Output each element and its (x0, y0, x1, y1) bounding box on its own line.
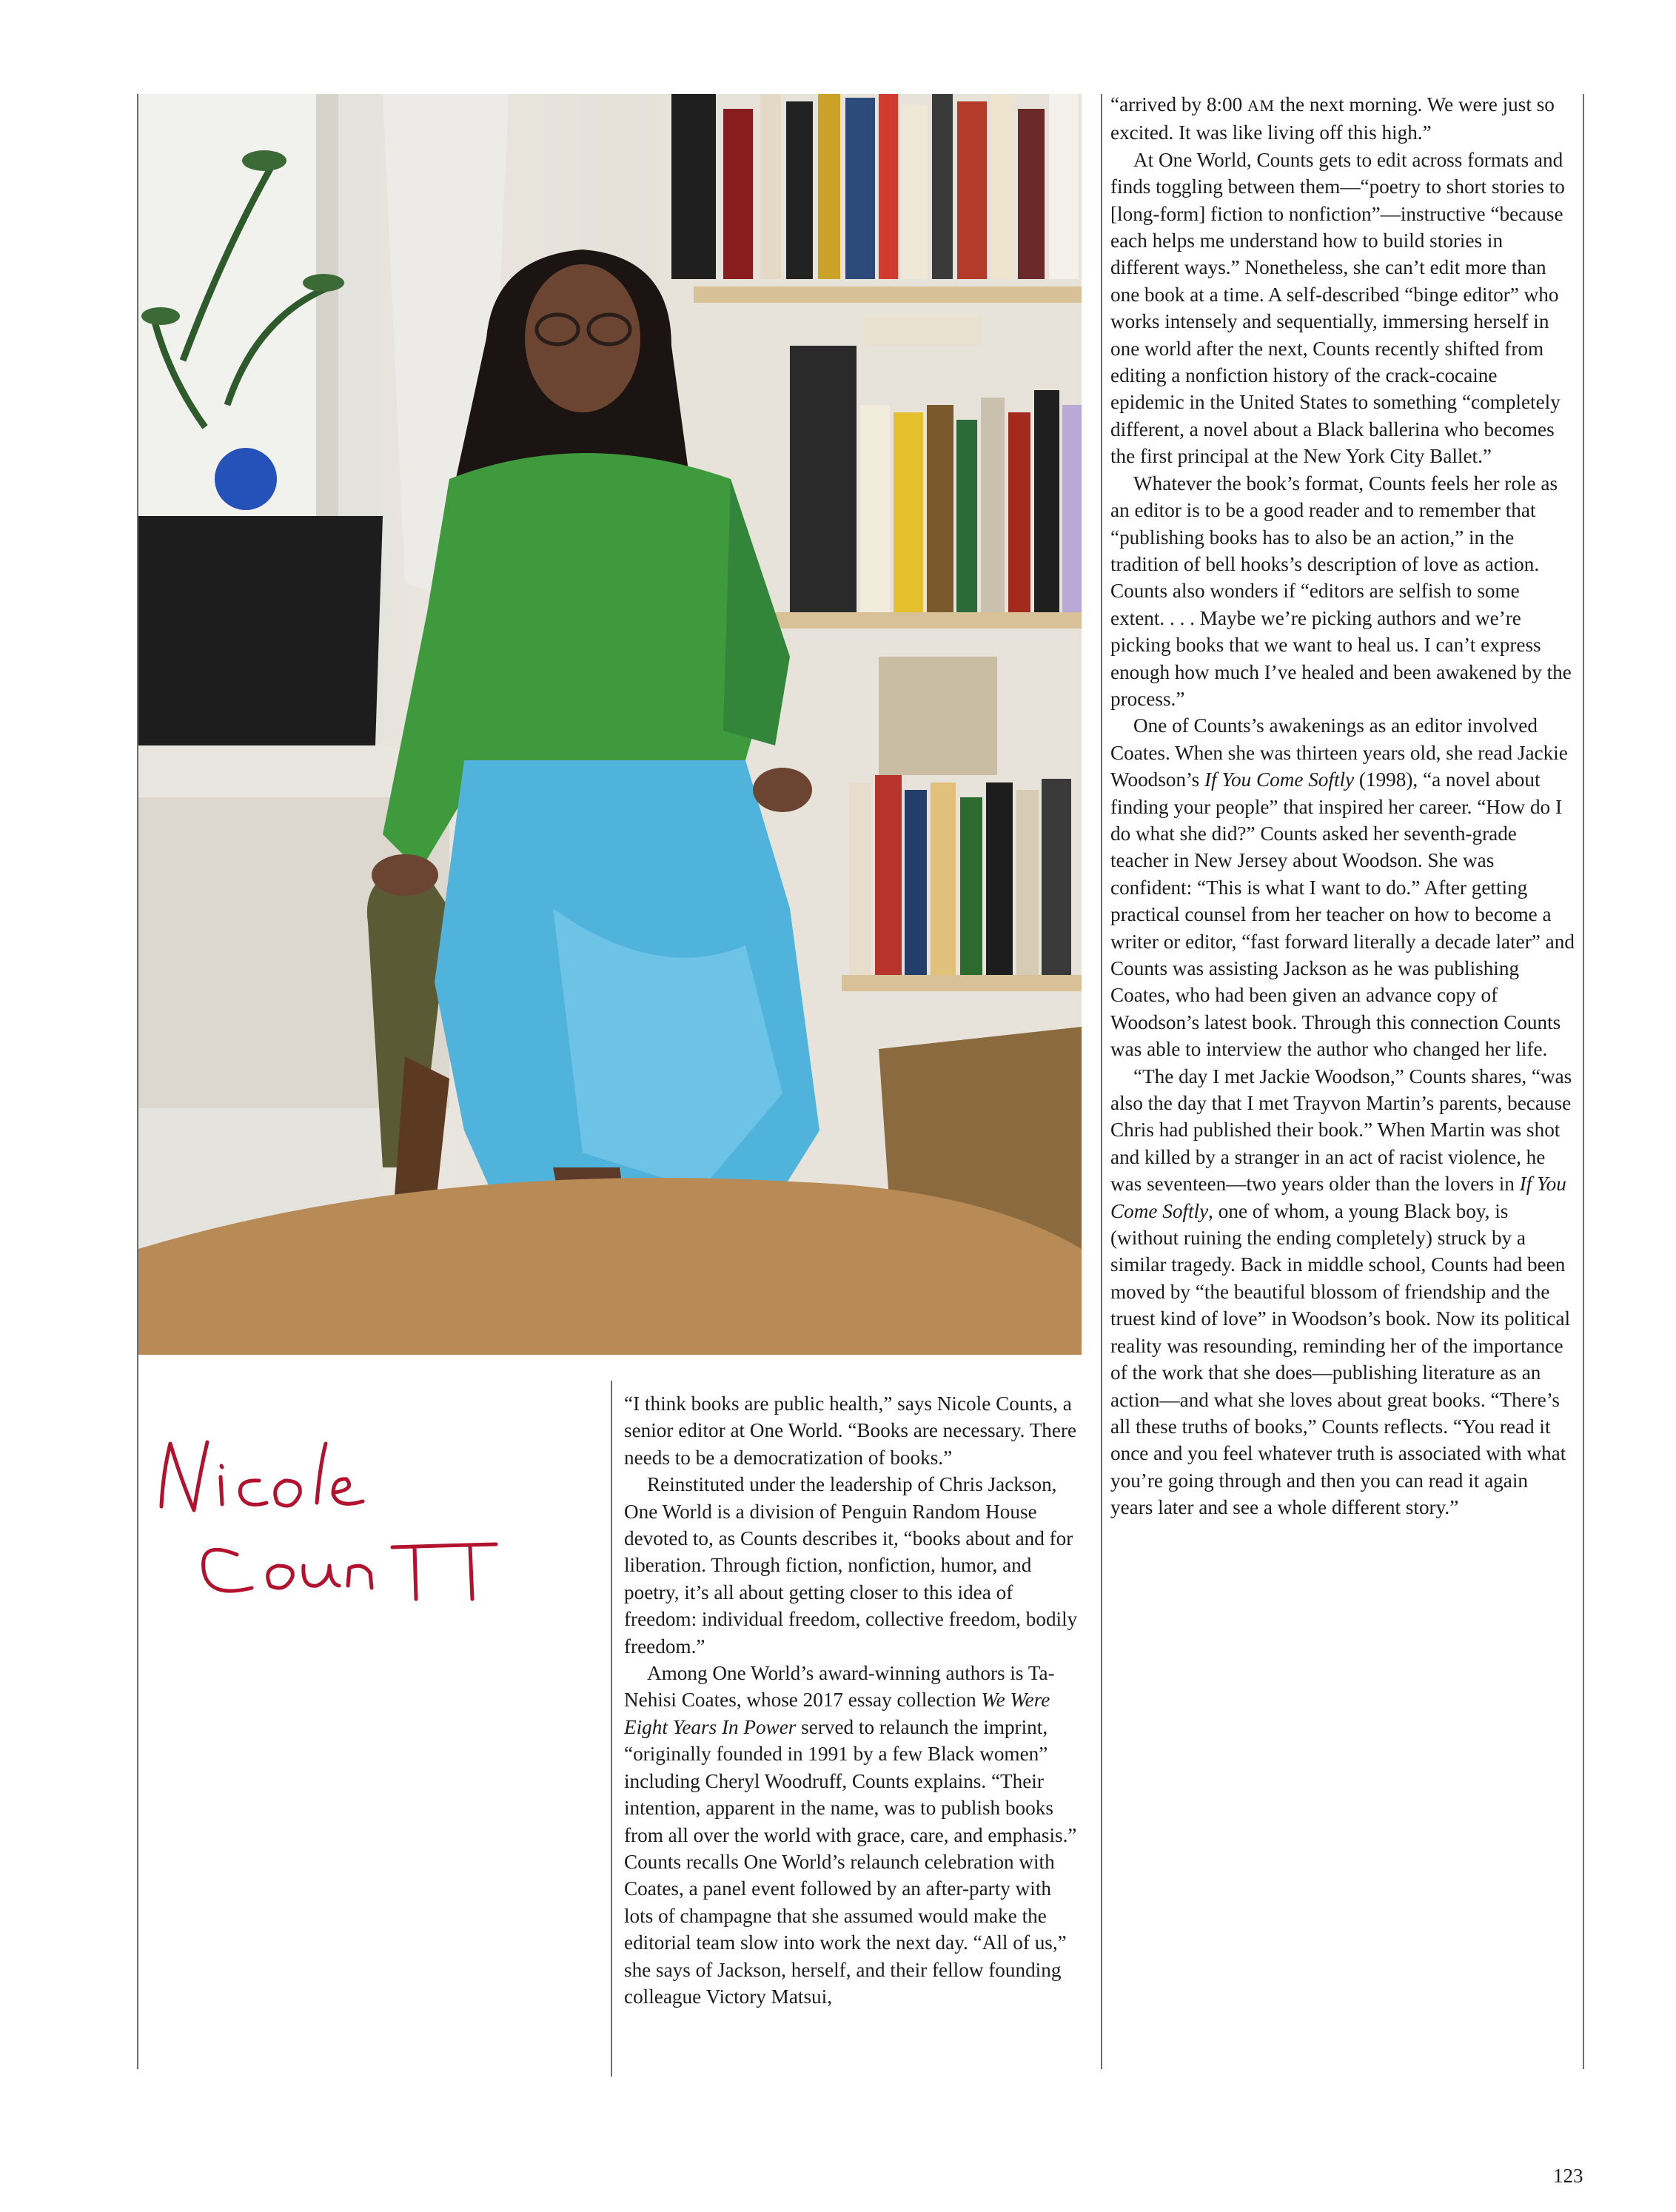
page-number: 123 (1553, 2165, 1583, 2187)
column-rule-2 (1101, 94, 1102, 2069)
portrait-photo (138, 94, 1082, 1355)
article-column-1 (624, 1390, 1083, 2010)
article-column-2 (1110, 91, 1575, 1521)
paragraph: “arrived by 8:00 AM the next morning. We were just so excited. It was like living off this high.” (1110, 93, 1555, 144)
plant-pot (138, 516, 383, 745)
signature (148, 1421, 577, 1614)
paragraph: “I think books are public health,” says Nicole Counts, a senior editor at One World. “Books are necessary. There needs to be a democratization of books.” (624, 1392, 1077, 1469)
paragraph: At One World, Counts gets to edit across formats and finds toggling between them—“poetry to short stories to [long-form] fiction to nonfiction”—instructive “because each helps me understand how to build stories in different ways.” Nonetheless, she can’t edit more than one book at a time. A self-described “binge editor” who works intensely and sequentially, immersing herself in one world after the next, Counts recently shifted from editing a nonfiction history of the crack-cocaine epidemic in the United States to something “completely different, a novel about a Black ballerina who becomes the first principal at the New York City Ballet.” (1110, 148, 1565, 468)
paragraph: One of Counts’s awakenings as an editor involved Coates. When she was thirteen years old, she read Jackie Woodson’s If You Come Softly (1998), “a novel about finding your people” that inspired her career. “How do I do what she did?” Counts asked her seventh-grade teacher in New Jersey about Woodson. She was confident: “This is what I want to do.” After getting practical counsel from her teacher on how to become a writer or editor, “fast forward literally a decade later” and Counts was assisting Jackson as he was publishing Coates, who had been given an advance copy of Woodson’s latest book. Through this connection Counts was able to interview the author who changed her life. (1110, 714, 1575, 1061)
paragraph: Among One World’s award-winning authors is Ta-Nehisi Coates, whose 2017 essay collection We Were Eight Years In Power served to relaunch the imprint, “originally founded in 1991 by a few Black women” including Cheryl Woodruff, Counts explains. “Their intention, apparent in the name, was to publish books from all over the world with grace, care, and emphasis.” Counts recalls One World’s relaunch celebration with Coates, a panel event followed by an after-party with lots of champagne that she assumed would make the editorial team slow into work the next day. “All of us,” she says of Jackson, herself, and their fellow founding colleague Victory Matsui, (624, 1662, 1077, 2008)
portrait-illustration (138, 94, 1082, 1355)
paragraph: “The day I met Jackie Woodson,” Counts shares, “was also the day that I met Trayvon Martin’s parents, because Chris had published their book.” When Martin was shot and killed by a stranger in an act of racist violence, he was seventeen—two years older than the lovers in If You Come Softly, one of whom, a young Black boy, is (without ruining the ending completely) struck by a similar tragedy. Back in middle school, Counts had been moved by “the beautiful blossom of friendship and the truest kind of love” in Woodson’s book. Now its political reality was resounding, reminding her of the importance of the work that she does—publishing literature as an action—and what she loves about great books. “There’s all these truths of books,” Counts reflects. “You read it once and you feel whatever truth is associated with what you’re going through and then you can read it again years later and see a whole different story.” (1110, 1065, 1572, 1519)
blue-globe (215, 448, 277, 510)
paragraph: Reinstituted under the leadership of Chris Jackson, One World is a division of Penguin Random House devoted to, as Counts describes it, “books about and for liberation. Through fiction, nonfiction, humor, and poetry, it’s all about getting closer to this idea of freedom: individual freedom, collective freedom, bodily freedom.” (624, 1473, 1078, 1658)
column-rule-1 (611, 1381, 612, 2077)
paragraph: Whatever the book’s format, Counts feels her role as an editor is to be a good reader and to remember that “publishing books has to also be an action,” in the tradition of bell hooks’s description of love as action. Counts also wonders if “editors are selfish to some extent. . . . Maybe we’re picking authors and we’re picking books that we want to heal us. I can’t express enough how much I’ve healed and been awakened by the process.” (1110, 472, 1572, 710)
right-rule (1583, 94, 1584, 2069)
